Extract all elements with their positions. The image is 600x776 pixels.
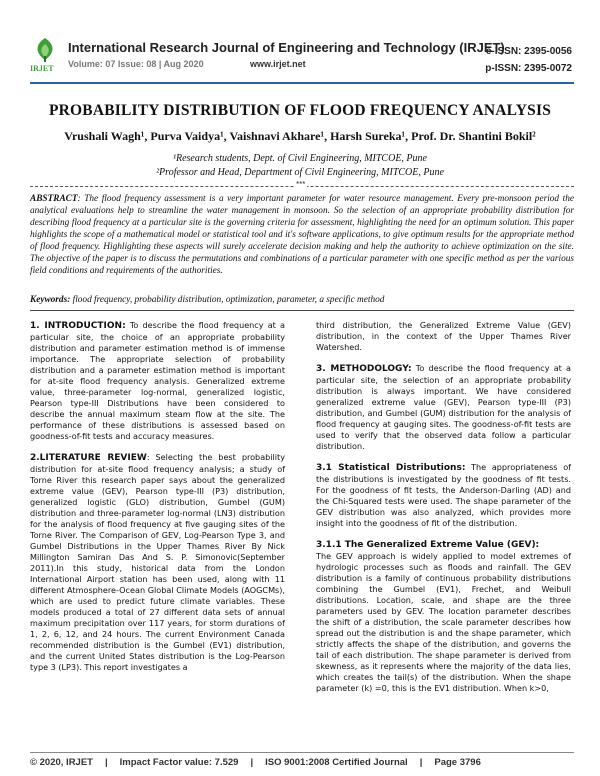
footer-separator: | [419, 757, 423, 768]
issn-block [485, 43, 572, 77]
volume-line: Volume: 07 Issue: 08 | Aug 2020 [68, 59, 204, 69]
journal-url[interactable]: www.irjet.net [250, 59, 306, 69]
statistical-heading: 3.1 Statistical Distributions: [316, 463, 466, 473]
e-issn: e-ISSN: 2395-0056 [485, 46, 572, 57]
page-footer [30, 757, 574, 768]
methodology-text: To describe the flood frequency at a particular site, the selection of an appropriate probability distribution is always important. We have considered generalized extreme value (GEV), Pearson type-III (P3) distribution, and Gumbel (GUM) distribution for the analysis of flood frequency at gauging sites. The goodness-of-fit tests are used to verify that the observed data follow a particular distribution. [316, 363, 572, 451]
gev-text: The GEV approach is widely applied to model extremes of hydrologic processes such as floods and rainfall. The GEV distribution is a family of continuous probability distributions combining the Gumbel (EV1), Frechet, and Weibull distributions. Location, scale, and shape are the three parameters used by GEV. The location parameter describes the shift of a distribution, the scale parameter describes how spread out the distribution is and the shape parameter, which strictly affects the shape of the distribution, and governs the tail of each distribution. The shape parameter is derived from skewness, as it represents where the majority of the data lies, which creates the tail(s) of the distribution. When the shape parameter (k) =0, this is the EV1 distribution. When k>0, [316, 551, 571, 693]
introduction-text: To describe the flood frequency at a particular site, the choice of an appropriate probability distribution and parameter estimation method is of immense importance. The appropriate selection of probability distribution and a parameter estimation method is important for at-site flood frequency analysis. Generalized extreme value, three-parameter log-normal, generalized logistic, Pearson type-III Distributions have been considered to describe the annual maximum steam flow at the site. The performance of these distributions is assessed based on goodness-of-fit tests and accuracy measures. [30, 320, 285, 441]
left-column [30, 320, 285, 683]
statistical-section [316, 462, 571, 529]
introduction-section [30, 320, 285, 442]
affiliation-2: ²Professor and Head, Department of Civil Engineering, MITCOE, Pune [156, 167, 444, 178]
abstract-label: ABSTRACT [30, 194, 78, 204]
logo-text: IRJET [30, 64, 54, 73]
keywords-rule [30, 310, 574, 311]
footer-separator: | [104, 757, 108, 768]
literature-text: : Selecting the best probability distribution for at-site flood frequency analysis; a study of Torne River this research paper says about the generalized extreme value (GEV), Pearson type-III (P3) distribution, generalized logistic (GLO) distribution, Gumbel (GUM) distribution and three-parameter log-normal (LN3) distribution for the analysis of flood frequency at five gauging sites of the Torne River. The Comparison of GEV, Log-Pearson Type 3, and Gumbel Distributions in the Upper Thames River By Nick Millington Samiran Das And S. P. Simonovic(September 2011).In this study, historical data from the London International Airport station has been used, along with 11 different Atmosphere-Ocean Global Climate Models (AOGCMs), which are used to predict future climate variables. These models produced a total of 27 different data sets of annual maximum precipitation over 117 years, for storm durations of 1, 2, 6, 12, and 24 hours. The current Environment Canada recommended distribution is the Gumbel (EV1) distribution, and the current United States distribution is the Log-Pearson type 3 (LP3). This report investigates a [30, 452, 286, 672]
copyright: © 2020, IRJET [30, 757, 93, 768]
divider-mark: *** [296, 180, 306, 189]
introduction-heading: 1. INTRODUCTION: [30, 321, 126, 331]
methodology-section [316, 363, 571, 452]
impact-factor: Impact Factor value: 7.529 [119, 757, 239, 768]
literature-continued: third distribution, the Generalized Extreme Value (GEV) distribution, in the context of the Upper Thames River Watershed. [316, 320, 571, 352]
abstract [30, 193, 574, 277]
journal-title: International Research Journal of Engineering and Technology (IRJET) [68, 40, 505, 55]
affiliation-1: ¹Research students, Dept. of Civil Engineering, MITCOE, Pune [173, 153, 427, 164]
journal-logo [30, 36, 60, 74]
iso-certification: ISO 9001:2008 Certified Journal [265, 757, 408, 768]
keywords-text: flood frequency, probability distribution, optimization, parameter, a specific method [70, 295, 385, 305]
abstract-text: : The flood frequency assessment is a very important parameter for water resource management. Every pre-monsoon period the analytical evaluations help to streamline the water management in monsoon. So the selection of an appropriate probability distribution for describing flood frequency at a particular site is the governing criteria for assessment, highlighting the need for an optimum solution. This paper highlights the scope of a mathematical model or statistical tool and it's software applications, to give optimum results for the appropriate method of flood frequency. Highlighting these aspects will surely accelerate decision making and help the authority to achieve optimization on the site. The objective of the paper is to discuss the permutations and combinations of a particular parameter with one specific method as per the various field conditions and requirements of the authorities. [30, 194, 574, 276]
statistical-text: The appropriateness of the distributions is investigated by the goodness of fit tests. For the goodness of fit tests, the Anderson-Darling (AD) and the Chi-Squared tests were used. The shape parameter of the GEV distribution was also analyzed, which provides more insight into the goodness of fit of the distribution. [316, 462, 572, 528]
literature-section [30, 452, 285, 673]
footer-rule [30, 752, 574, 753]
keywords-label: Keywords: [30, 295, 71, 305]
author-list: Vrushali Wagh¹, Purva Vaidya¹, Vaishnavi Akhare¹, Harsh Sureka¹, Prof. Dr. Shantini Bokil² [64, 129, 536, 143]
methodology-heading: 3. METHODOLOGY: [316, 364, 412, 374]
paper-title: PROBABILITY DISTRIBUTION OF FLOOD FREQUENCY ANALYSIS [48, 102, 552, 119]
p-issn: p-ISSN: 2395-0072 [485, 63, 572, 74]
header-rule [30, 82, 574, 84]
page-number: Page 3796 [434, 757, 481, 768]
right-column [316, 320, 571, 704]
keywords [30, 295, 574, 305]
literature-heading: 2.LITERATURE REVIEW [30, 453, 147, 463]
footer-separator: | [250, 757, 254, 768]
gev-section [316, 539, 571, 694]
gev-heading: 3.1.1 The Generalized Extreme Value (GEV): [316, 540, 540, 550]
